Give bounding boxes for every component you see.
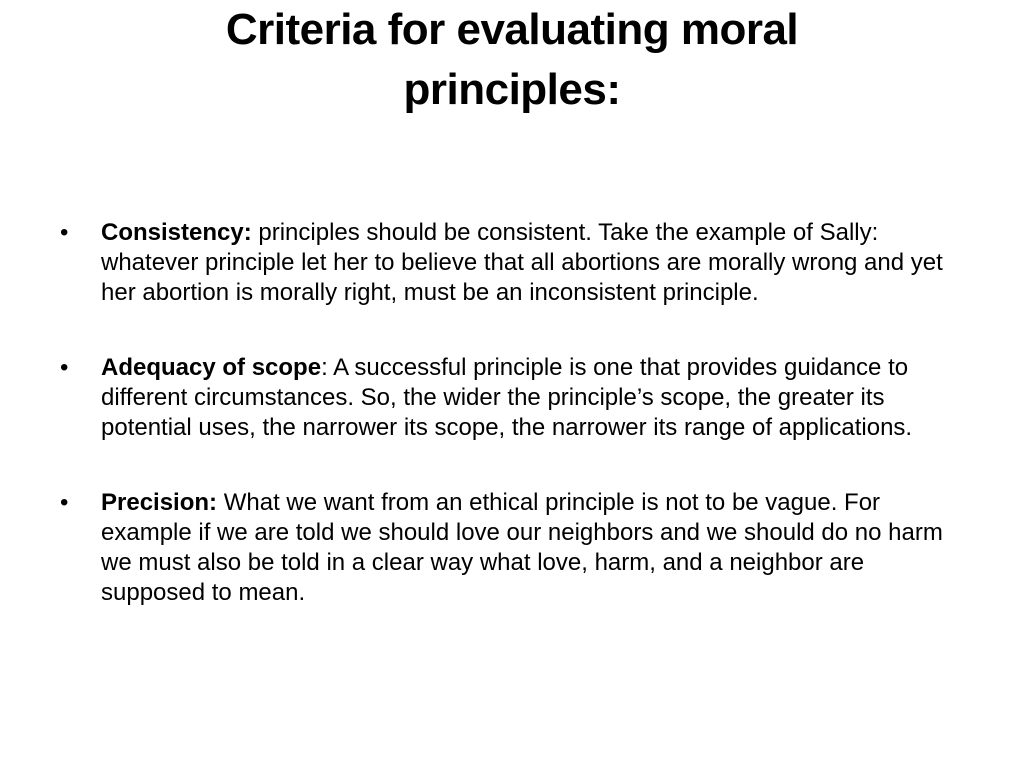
slide-title-line-2: principles: xyxy=(403,65,621,114)
criteria-item-precision xyxy=(60,488,964,608)
criteria-item-text xyxy=(101,218,964,308)
slide-title-line-1: Criteria for evaluating moral xyxy=(225,5,799,54)
criteria-term: Precision: xyxy=(101,489,218,516)
bullet-icon: • xyxy=(60,354,69,381)
bullet-icon: • xyxy=(60,219,69,246)
criteria-description: principles should be consistent. Take the example of Sally: whatever principle let her to believe that all abortions are morally wrong and yet her abortion is morally right, must be an inconsistent principle. xyxy=(101,219,943,306)
criteria-item-text xyxy=(101,488,964,608)
criteria-term: Consistency: xyxy=(101,219,252,246)
criteria-term: Adequacy of scope xyxy=(101,354,322,381)
criteria-item-consistency xyxy=(60,218,964,308)
criteria-description: What we want from an ethical principle is not to be vague. For example if we are told we should love our neighbors and we should do no harm we must also be told in a clear way what love, harm, and a neighbor are supposed to mean. xyxy=(101,489,943,606)
bullet-icon: • xyxy=(60,489,69,516)
criteria-description: : A successful principle is one that provides guidance to different circumstances. So, the wider the principle’s scope, the greater its potential uses, the narrower its scope, the narrower its range of applications. xyxy=(101,354,913,441)
criteria-item-adequacy-of-scope xyxy=(60,353,964,443)
criteria-list xyxy=(60,218,964,653)
criteria-item-text xyxy=(101,353,964,443)
slide-title xyxy=(112,0,912,120)
